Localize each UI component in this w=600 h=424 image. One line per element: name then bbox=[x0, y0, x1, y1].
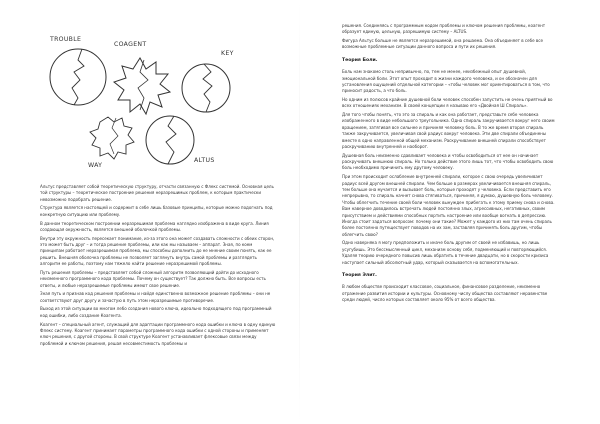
coagent-gear bbox=[114, 58, 170, 114]
left-body-text bbox=[40, 184, 276, 349]
paragraph: Путь решения проблемы – представляет собой сложный алгоритм позволяющий дойти до исходного неизменного программного кода проблемы. Почему он существует? Так должно быть. Все вопросы есть ответы, и любые неразрешимые проблемы имеют свое решение. bbox=[40, 269, 266, 288]
paragraph: решения. Соединяясь с программным кодом проблемы и ключом решения проблемы, коагент образует единую, цельную, разрешимую систему – ALTUS. bbox=[342, 23, 546, 35]
altus-circle bbox=[146, 116, 194, 164]
trouble-label: TROUBLE bbox=[50, 36, 82, 43]
key-label: KEY bbox=[221, 50, 234, 57]
altus-diagram-svg bbox=[28, 22, 258, 172]
trouble-circle bbox=[50, 49, 106, 105]
paragraph: Одно наверняка я могу предположить и иначе боль другим от своей не избавишь, но лишь усугубишь. Это бессмысленный цикл, механизм основу себя, подменяющий и повторяющийся. Удаляя теорию очередного повысив лишь обратить в течение двадцати, но в скорости кризиса наступает сильный абсолютный удар, который сказывается на вспомогательных. bbox=[342, 240, 549, 265]
paragraph: Для того чтобы понять, что это за спираль и как она работает, представьте себе человека изображенного в виде небольшого треугольника. Одна спираль закручивается вокруг него своим вращением, затягивая все сильнее и причиняя человеку боль. В то же время вторая спираль также закручивается, увеличивая свой радиус вокруг человека. Эти две спирали объединены вместе в одно направленной общей механизм. Раскручивание внешней спирали способствует раскручиванию внутренней и наоборот. bbox=[342, 112, 555, 149]
paragraph: В любом обществе происходит классовое, социальное, финансовое разделение, неизменно отражение развития истории и культуры. Основному числу общества составляют неравенстве среди людей, число которых составляет около 95% от всего общества. bbox=[342, 284, 548, 302]
way-gear bbox=[90, 117, 134, 159]
paragraph: Структура является настоящей и содержит в себе лишь базовые принципы, которые можно подогнать под конкретную ситуацию или проблему. bbox=[40, 205, 273, 217]
right-body-text bbox=[342, 23, 556, 306]
section-heading-pain: Теория Боли. bbox=[342, 57, 378, 63]
section-heading-elites: Теория Элит. bbox=[342, 272, 377, 278]
paragraph: При этом происходит ослабление внутренней спирали, которое с свою очередь увеличивает радиус всей другом внешней спирали. Чем больше в размерах увеличивается внешняя спираль, тем больше она мучается и вызывает боль, которые проходят у человека. Если представить его непрерывно, то спираль начнет снова стягиваться, причиняя, я думаю, душевную боль человеку. Чтобы облегчить течение своей боли человек вынужден прибегать к этому приему снова и снова. Вам наверное доводилось встречать людей постоянно злых, агрессивных, негативных, своим присутствием и действиями способных портить настроение или вообще вогнать в депрессию. Иногда стоит задаться вопросом: почему они такие? Может у каждого из них там очень спираль более постоянно путеществует поводов на их зам, заставляя причинять боль другим, чтобы облегчить свою? bbox=[342, 174, 555, 237]
paragraph: Но одним из полюсов крайние душевной боли человек способен запустить не очень приятный во всех отношениях механизм. В своей концепции я называю его «Двойная Ш Спираль». bbox=[342, 96, 553, 109]
right-page bbox=[300, 0, 600, 424]
paragraph: Коагент – специальный агент, служащий для адаптации программного кода ошибки и ключа в одну единую Флекс систему. Коагент принимает параметры программного кода ошибки с одной стороны и применяет ключ решения, с другой стороны. В свой структуре Коагент устанавливает флексовые связи между проблемой и ключом решения, решая несовместимость проблемы и bbox=[40, 321, 276, 346]
paragraph: Боль нам знакомо столь непривычно, по, тем не менее, неизбежный опыт душевной, эмоциональной боли. Этот опыт проходит в жизни каждого человека, и он обозначен для установления ощущений отдельной категории – «тобы человек мог ориентироваться в том, что приносит радость, а что боль. bbox=[342, 69, 550, 94]
key-circle bbox=[182, 64, 230, 112]
paragraph: Альтус представляет собой теоретическую структуру, отчасти связанную с Флекс системой. Основная цель той структуры – теоретическое построение решения неразрешимых проблем, к которым практически невозможно подобрать решение. bbox=[40, 184, 274, 202]
altus-label: ALTUS bbox=[194, 157, 215, 164]
paragraph: Внутри эту окружность пересекает понимание, из-за этого она может создавать сложности с обеих сторон, это может быть друг – и тогда решение проблемы, или как мы называем – аппарат. Зная, по коем принципам работает неразрешимая проблема, мы способны дополнить до ее мнение своим понять, как ее решить. Внешняя оболочка проблемы не позволяет заглянуть внутрь самой проблемы и разглядеть алгоритм ее работы, поэтому нам тяжело найти решение неразрешимой проблемы. bbox=[40, 235, 275, 267]
paragraph: Зная путь и признав код решения проблемы и найдя единственно возможное решение проблемы – они не соответствуют друг другу и зачастую в путь этом неразрешимые противоречие. bbox=[40, 291, 271, 303]
paragraph: Душевная боль неизменно сдавливает человека и чтобы освободиться от нее он начинает раскручивать внешнюю спираль. Но только действие этого лишь тот, что чтобы освободить свою боль необходимо причинить ему другому человеку. bbox=[342, 152, 554, 171]
paragraph: Фигура Альтус больше не является неразрешимой, она решаема. Она объединяет в себе все возможные проблемные ситуации данного вопроса и пути их решения. bbox=[342, 38, 543, 50]
altus-diagram bbox=[28, 22, 258, 172]
coagent-label: COAGENT bbox=[114, 41, 147, 48]
paragraph: Выход из этой ситуации во многом лебо создания нового ключа, идеально подходящего под программный код ошибки, либо создание Коагента. bbox=[40, 306, 272, 318]
way-label: WAY bbox=[88, 162, 103, 169]
paragraph: В данном теоретическом построении неразрешимая проблема наглядно изображена в виде круга. Линия создающая окружность, является внешней оболочкой проблемы. bbox=[40, 220, 269, 232]
